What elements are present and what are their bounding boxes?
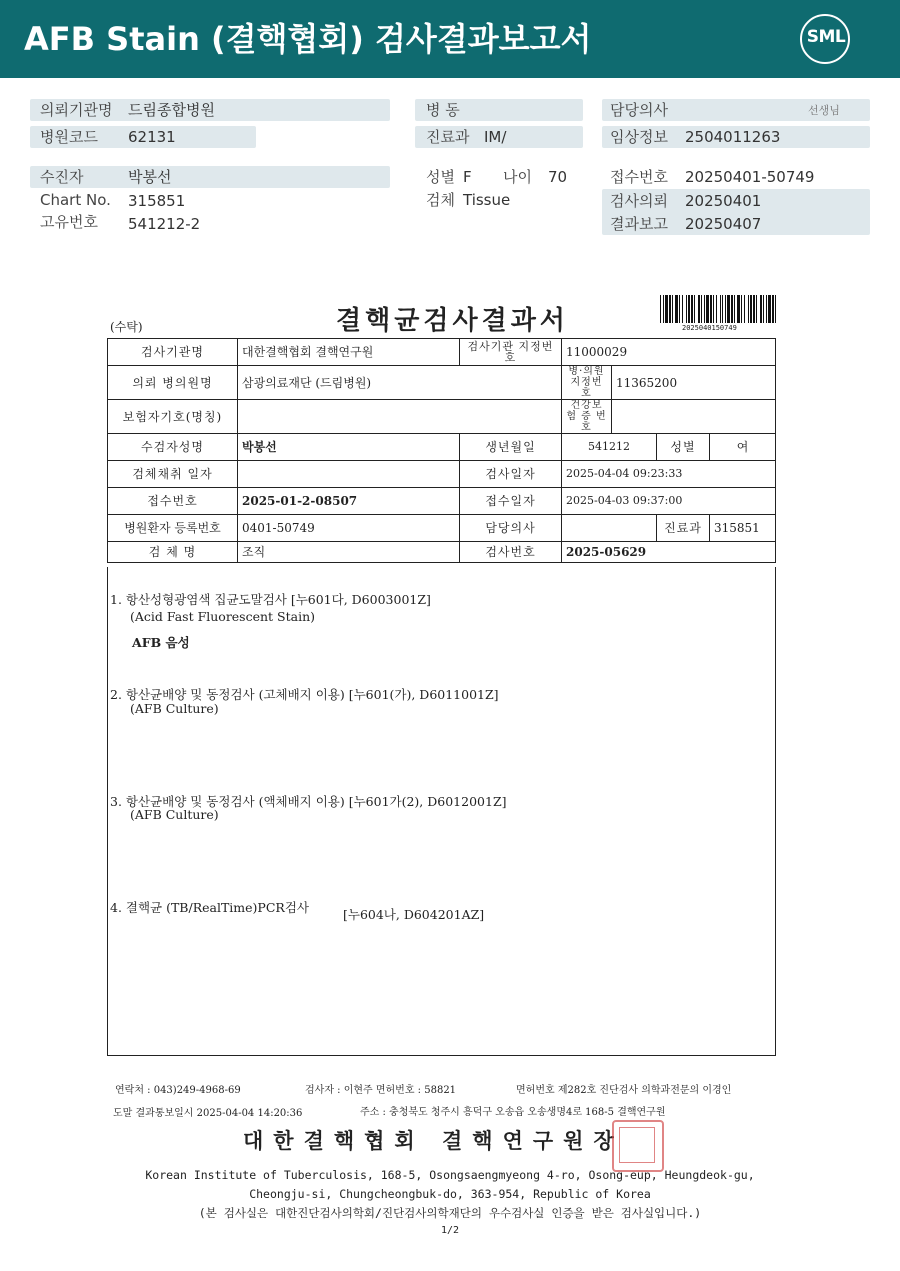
table-row	[108, 542, 776, 563]
test-date-value: 2025-04-04 09:23:33	[562, 461, 776, 488]
code-label: 병원코드	[40, 128, 98, 146]
footer-notify: 도말 결과통보일시 2025-04-04 14:20:36	[113, 1108, 303, 1119]
hi-label: 건강보험 증 번 호	[562, 400, 612, 434]
clinical-value: 2504011263	[685, 128, 781, 146]
result-2-title: 2. 항산균배양 및 동정검사 (고체배지 이용) [누601(가), D6011001Z]	[110, 687, 499, 702]
dept-value: IM/	[484, 128, 507, 146]
result-3-title: 3. 항산균배양 및 동정검사 (액체배지 이용) [누601가(2), D6012001Z]	[110, 794, 507, 809]
spec-value: 조직	[238, 542, 460, 563]
table-row	[108, 339, 776, 366]
institute-name: 대한결핵협회 결핵연구원장	[243, 1128, 624, 1153]
org-value: 드림종합병원	[128, 101, 215, 119]
receipt-label: 접수번호	[610, 168, 668, 186]
doctor-suffix: 선생님	[808, 104, 840, 117]
barcode	[660, 295, 776, 323]
table-row	[108, 488, 776, 515]
name-label: 수검자성명	[108, 434, 238, 461]
consign-label: (수탁)	[110, 320, 143, 334]
table-row	[108, 515, 776, 542]
official-seal-icon	[612, 1120, 664, 1172]
table-row	[108, 434, 776, 461]
request-label: 검사의뢰	[610, 192, 668, 210]
patient-label: 수진자	[40, 168, 84, 186]
footer-license: 면허번호 제282호 진단검사 의학과전문의 이경인	[516, 1085, 732, 1096]
uid-label: 고유번호	[40, 213, 98, 231]
receipt-value: 20250401-50749	[685, 168, 815, 186]
report-date-value: 20250407	[685, 215, 762, 233]
chart-value: 315851	[128, 192, 186, 210]
inst-no-label: 검사기관 지정번호	[460, 339, 562, 366]
sex-doc-label: 성별	[657, 434, 710, 461]
req-label: 의뢰 병의원명	[108, 366, 238, 400]
ins-label: 보험자기호(명칭)	[108, 400, 238, 434]
hi-value	[612, 400, 776, 434]
reg-label: 병원환자 등록번호	[108, 515, 238, 542]
logo-text: SML	[806, 27, 846, 47]
chart-label: Chart No.	[40, 191, 111, 209]
result-4-title: 4. 결핵균 (TB/RealTime)PCR검사	[110, 900, 309, 915]
rcpt-date-value: 2025-04-03 09:37:00	[562, 488, 776, 515]
sex-doc-value: 여	[710, 434, 776, 461]
specimen-value: Tissue	[463, 191, 511, 209]
footer-tester: 검사자 : 이현주 면허번호 : 58821	[305, 1085, 457, 1096]
table-row	[108, 366, 776, 400]
ins-value	[238, 400, 562, 434]
dept-doc-value: 315851	[710, 515, 776, 542]
patient-info-table	[107, 338, 776, 563]
collect-value	[238, 461, 460, 488]
dob-value: 541212	[562, 434, 657, 461]
footer-address-kr: 주소 : 충청북도 청주시 흥덕구 오송읍 오송생명4로 168-5 결핵연구원	[360, 1107, 666, 1118]
test-date-label: 검사일자	[460, 461, 562, 488]
specimen-label: 검체	[426, 191, 455, 209]
collect-label: 검체채취 일자	[108, 461, 238, 488]
req-no-value: 11365200	[612, 366, 776, 400]
address-english-1: Korean Institute of Tuberculosis, 168-5, Osongsaengmyeong 4-ro, Osong-eup, Heungdeok-gu,	[145, 1168, 755, 1182]
page-number: 1/2	[440, 1225, 460, 1236]
reg-value: 0401-50749	[238, 515, 460, 542]
clinical-label: 임상정보	[610, 128, 668, 146]
sex-value: F	[463, 168, 472, 186]
certification-note: (본 검사실은 대한진단검사의학회/진단검사의학재단의 우수검사실 인증을 받은 검사실입니다.)	[198, 1206, 702, 1220]
ward-label: 병 동	[426, 101, 460, 119]
result-2-english: (AFB Culture)	[130, 701, 219, 716]
doc-value	[562, 515, 657, 542]
doc-label: 담당의사	[460, 515, 562, 542]
code-value: 62131	[128, 128, 176, 146]
result-3-english: (AFB Culture)	[130, 807, 219, 822]
test-no-label: 검사번호	[460, 542, 562, 563]
footer-contact: 연락처 : 043)249-4968-69	[115, 1085, 241, 1096]
address-english-2: Cheongju-si, Chungcheongbuk-do, 363-954, Republic of Korea	[249, 1187, 651, 1201]
table-row	[108, 461, 776, 488]
age-label: 나이	[503, 168, 532, 186]
rcpt-label: 접수번호	[108, 488, 238, 515]
req-no-label: 병·의원 지정번호	[562, 366, 612, 400]
org-label: 의뢰기관명	[40, 101, 113, 119]
dept-label: 진료과	[426, 128, 470, 146]
report-title: AFB Stain (결핵협회) 검사결과보고서	[24, 20, 592, 58]
inst-no-value: 11000029	[562, 339, 776, 366]
rcpt-date-label: 접수일자	[460, 488, 562, 515]
age-value: 70	[548, 168, 568, 186]
doctor-label: 담당의사	[610, 101, 668, 119]
req-value: 삼광의료재단 (드림병원)	[238, 366, 562, 400]
result-1-value: AFB 음성	[132, 635, 190, 650]
inst-label: 검사기관명	[108, 339, 238, 366]
rcpt-value: 2025-01-2-08507	[238, 488, 460, 515]
barcode-number: 2025040150749	[682, 324, 737, 332]
spec-label: 검 체 명	[108, 542, 238, 563]
result-1-english: (Acid Fast Fluorescent Stain)	[130, 609, 316, 624]
result-1-title: 1. 항산성형광염색 집균도말검사 [누601다, D6003001Z]	[110, 592, 431, 607]
name-value: 박봉선	[238, 434, 460, 461]
result-4-code: [누604나, D604201AZ]	[343, 907, 485, 922]
sex-label: 성별	[426, 168, 455, 186]
dob-label: 생년월일	[460, 434, 562, 461]
uid-value: 541212-2	[128, 215, 201, 233]
report-date-label: 결과보고	[610, 215, 668, 233]
patient-value: 박봉선	[128, 168, 172, 186]
test-no-value: 2025-05629	[562, 542, 776, 563]
dept-doc-label: 진료과	[657, 515, 710, 542]
doc-title: 결핵균검사결과서	[336, 306, 569, 336]
request-value: 20250401	[685, 192, 762, 210]
table-row	[108, 400, 776, 434]
inst-value: 대한결핵협회 결핵연구원	[238, 339, 460, 366]
